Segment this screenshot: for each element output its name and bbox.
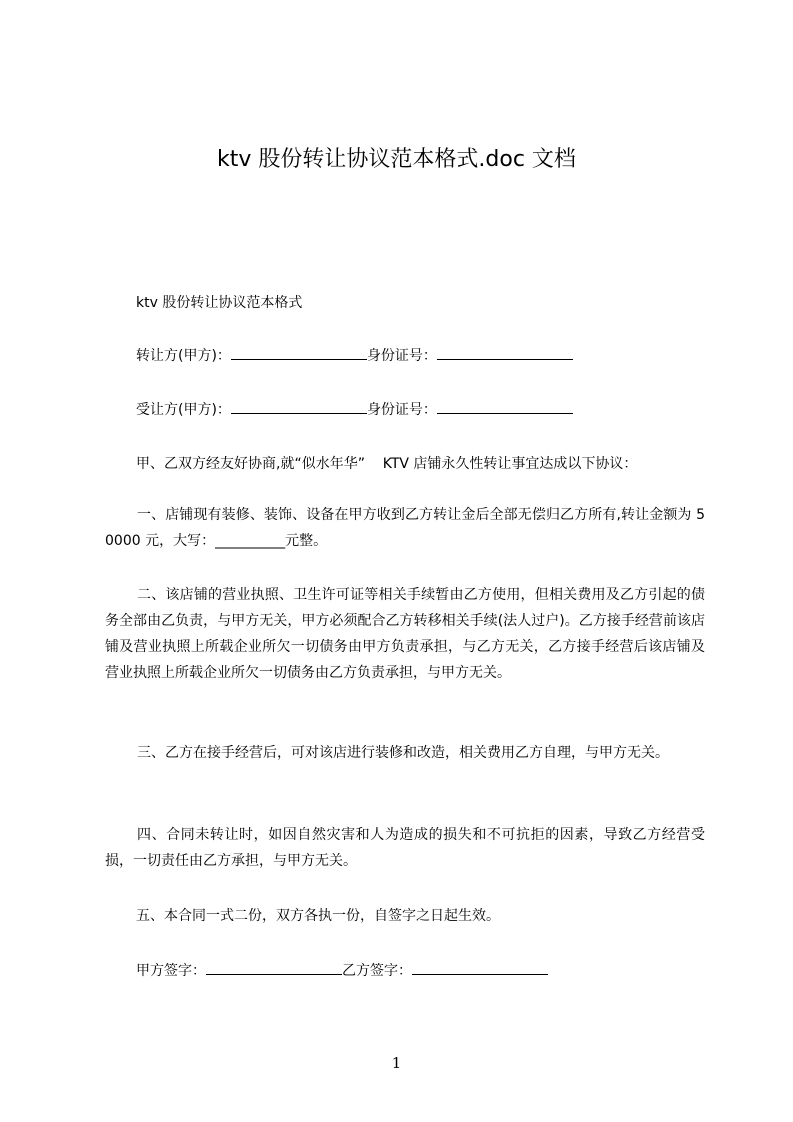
page-number: 1	[391, 1054, 402, 1072]
intro-paragraph: 甲、乙双方经友好协商,就“似水年华” KTV 店铺永久性转让事宜达成以下协议：	[136, 456, 638, 472]
document-subtitle: ktv 股份转让协议范本格式	[136, 295, 303, 311]
transferor-line	[136, 345, 573, 365]
transferee-id-blank	[437, 399, 573, 414]
clause-4: 四、合同未转让时，如因自然灾害和人为造成的损失和不可抗拒的因素，导致乙方经营受损，一切责任由乙方承担，与甲方无关。	[105, 827, 705, 869]
transferee-line	[136, 399, 573, 419]
transferee-name-blank	[231, 399, 367, 414]
document-title: ktv 股份转让协议范本格式.doc 文档	[217, 147, 576, 172]
signature-line	[136, 960, 548, 980]
transferee-id-label: 身份证号：	[366, 402, 437, 418]
clause-2: 二、该店铺的营业执照、卫生许可证等相关手续暂由乙方使用，但相关费用及乙方引起的债务全部由乙负责，与甲方无关，甲方必须配合乙方转移相关手续(法人过户)。乙方接手经营前该店铺及营业执照上所载企业所欠一切债务由甲方负责承担，与乙方无关，乙方接手经营后该店铺及营业执照上所载企业所欠一切债务由乙方负责承担，与甲方无关。	[105, 587, 705, 681]
party-a-sign-label: 甲方签字：	[136, 963, 206, 979]
transferee-label: 受让方(甲方)：	[136, 402, 231, 418]
party-b-sign-blank	[412, 960, 548, 975]
party-a-sign-blank	[206, 960, 342, 975]
party-b-sign-label: 乙方签字：	[342, 963, 412, 979]
transferor-id-blank	[437, 345, 573, 360]
clause-3: 三、乙方在接手经营后，可对该店进行装修和改造，相关费用乙方自理，与甲方无关。	[137, 745, 669, 761]
transferor-name-blank	[231, 345, 367, 360]
transferor-id-label: 身份证号：	[366, 348, 437, 364]
clause-5: 五、本合同一式二份，双方各执一份，自签字之日起生效。	[136, 908, 500, 924]
clause-1: 一、店铺现有装修、装饰、设备在甲方收到乙方转让金后全部无偿归乙方所有,转让金额为 50000 元，大写：__________元整。	[105, 507, 705, 549]
transferor-label: 转让方(甲方)：	[136, 348, 231, 364]
